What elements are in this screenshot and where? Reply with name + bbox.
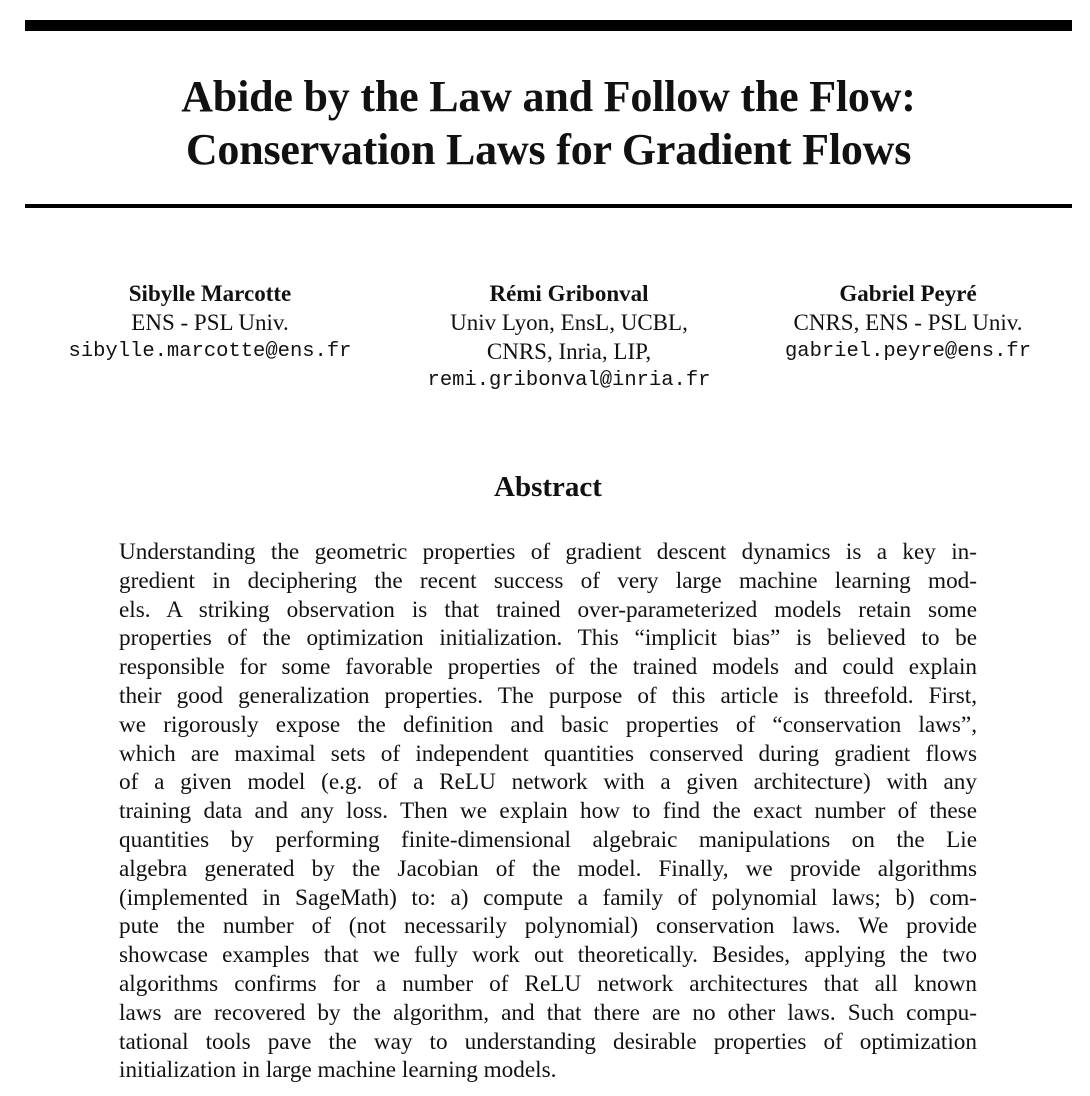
title-line-1: Abide by the Law and Follow the Flow:: [181, 72, 916, 121]
author-email[interactable]: remi.gribonval@inria.fr: [427, 369, 711, 392]
abstract-line: algorithms confirms for a number of ReLU network architectures that all known: [119, 970, 977, 997]
abstract-line: tational tools pave the way to understanding desirable properties of optimization: [119, 1028, 977, 1055]
abstract-line: showcase examples that we fully work out theoretically. Besides, applying the two: [119, 942, 977, 969]
author-name: Sibylle Marcotte: [128, 281, 292, 306]
abstract-line: pute the number of (not necessarily polynomial) conservation laws. We provide: [119, 913, 977, 940]
abstract-line: properties of the optimization initialization. This “implicit bias” is believed to be: [119, 625, 977, 652]
abstract-line: training data and any loss. Then we explain how to find the exact number of these: [119, 798, 977, 825]
author-affiliation: CNRS, ENS - PSL Univ.: [793, 310, 1023, 335]
title-bottom-rule: [25, 204, 1072, 208]
author-affiliation: CNRS, Inria, LIP,: [486, 339, 652, 364]
author-name: Rémi Gribonval: [489, 281, 649, 306]
paper-title: [25, 70, 1072, 176]
abstract-line: which are maximal sets of independent quantities conserved during gradient flows: [119, 740, 977, 767]
author-3: [748, 279, 1068, 366]
abstract-line: we rigorously expose the definition and basic properties of “conservation laws”,: [119, 711, 977, 738]
author-2: [390, 279, 748, 395]
abstract-line: (implemented in SageMath) to: a) compute a family of polynomial laws; b) com-: [119, 884, 977, 911]
abstract-line: of a given model (e.g. of a ReLU network with a given architecture) with any: [119, 769, 977, 796]
top-rule: [25, 20, 1072, 31]
abstract-line: algebra generated by the Jacobian of the model. Finally, we provide algorithms: [119, 855, 977, 882]
abstract-line: gredient in deciphering the recent success of very large machine learning mod-: [119, 567, 977, 594]
abstract-heading: Abstract: [494, 471, 602, 503]
author-name: Gabriel Peyré: [839, 281, 977, 306]
author-email[interactable]: gabriel.peyre@ens.fr: [784, 340, 1032, 363]
author-email[interactable]: sibylle.marcotte@ens.fr: [68, 340, 352, 363]
abstract-body: [119, 538, 977, 1085]
abstract-line: els. A striking observation is that trained over-parameterized models retain some: [119, 596, 977, 623]
title-line-2: Conservation Laws for Gradient Flows: [185, 125, 912, 174]
abstract-line: Understanding the geometric properties of gradient descent dynamics is a key in-: [119, 539, 977, 565]
abstract-line: laws are recovered by the algorithm, and that there are no other laws. Such compu-: [119, 999, 977, 1026]
author-1: [30, 279, 390, 366]
author-affiliation: Univ Lyon, EnsL, UCBL,: [450, 310, 688, 335]
abstract-line: responsible for some favorable properties of the trained models and could explain: [119, 654, 977, 681]
author-affiliation: ENS - PSL Univ.: [131, 310, 289, 335]
author-block: [0, 279, 1090, 409]
abstract-line: initialization in large machine learning models.: [119, 1057, 557, 1084]
abstract-line: quantities by performing finite-dimensional algebraic manipulations on the Lie: [119, 826, 977, 853]
abstract-line: their good generalization properties. The purpose of this article is threefold. First,: [119, 682, 977, 709]
